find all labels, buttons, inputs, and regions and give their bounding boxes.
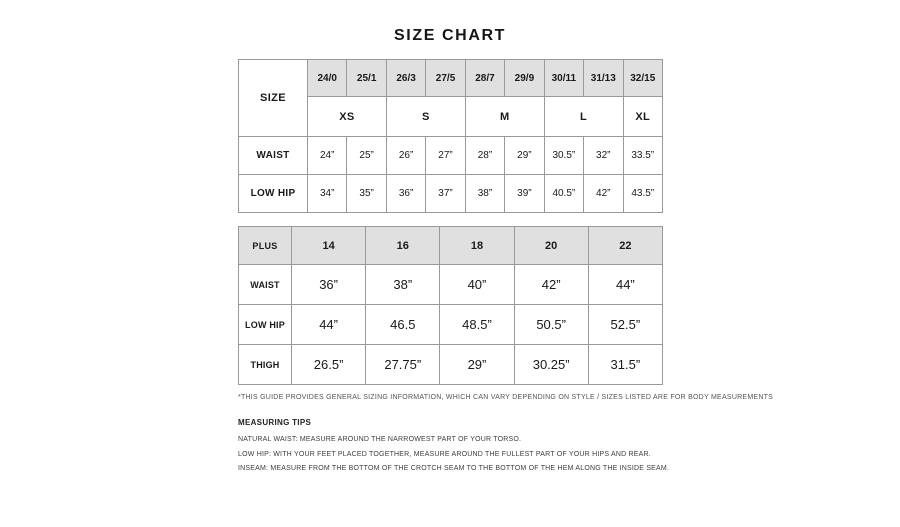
measurement-value: 29”	[440, 345, 514, 385]
plus-corner-label: PLUS	[239, 227, 292, 265]
measurement-value: 30.5”	[544, 137, 583, 175]
measurement-value: 33.5”	[623, 137, 663, 175]
plus-sizes-table	[238, 226, 663, 385]
measurement-value: 44”	[588, 265, 662, 305]
numeric-size-header: 32/15	[623, 60, 663, 97]
measurement-value: 31.5”	[588, 345, 662, 385]
measurement-value: 37”	[426, 175, 465, 213]
standard-table-header	[239, 60, 663, 137]
standard-sizes-table	[238, 59, 663, 213]
numeric-size-header: 28/7	[465, 60, 504, 97]
measurement-value: 30.25”	[514, 345, 588, 385]
measurement-row-label: LOW HIP	[239, 175, 308, 213]
measurement-value: 25”	[347, 137, 386, 175]
numeric-size-header: 30/11	[544, 60, 583, 97]
measurement-row	[239, 137, 663, 175]
measurement-value: 48.5”	[440, 305, 514, 345]
numeric-size-header: 29/9	[505, 60, 544, 97]
measurement-row-label: WAIST	[239, 265, 292, 305]
measurement-value: 34”	[308, 175, 347, 213]
measurement-value: 27.75”	[366, 345, 440, 385]
measuring-tip-line: INSEAM: MEASURE FROM THE BOTTOM OF THE CROTCH SEAM TO THE BOTTOM OF THE HEM ALONG THE INSIDE SEAM.	[238, 465, 670, 472]
numeric-size-header: 26/3	[386, 60, 425, 97]
measurement-row-label: THIGH	[239, 345, 292, 385]
measurement-value: 32”	[584, 137, 623, 175]
letter-size-header: S	[386, 97, 465, 137]
plus-numeric-size-row	[239, 227, 663, 265]
numeric-size-header: 22	[588, 227, 662, 265]
numeric-size-header: 31/13	[584, 60, 623, 97]
measurement-row	[239, 345, 663, 385]
measurement-value: 46.5	[366, 305, 440, 345]
measuring-tip-line: LOW HIP: WITH YOUR FEET PLACED TOGETHER, MEASURE AROUND THE FULLEST PART OF YOUR HIPS AND REAR.	[238, 450, 651, 458]
measurement-row	[239, 265, 663, 305]
numeric-size-header: 24/0	[308, 60, 347, 97]
measurement-value: 40”	[440, 265, 514, 305]
measurement-value: 42”	[584, 175, 623, 213]
measurement-value: 28”	[465, 137, 504, 175]
letter-size-header: XS	[308, 97, 387, 137]
measurement-value: 42”	[514, 265, 588, 305]
plus-table-header	[239, 227, 663, 265]
measurement-value: 36”	[292, 265, 366, 305]
plus-table-body	[239, 265, 663, 385]
numeric-size-header: 14	[292, 227, 366, 265]
measurement-value: 38”	[465, 175, 504, 213]
measurement-row-label: LOW HIP	[239, 305, 292, 345]
measurement-row	[239, 175, 663, 213]
standard-corner-label: SIZE	[239, 60, 308, 137]
measurement-value: 26”	[386, 137, 425, 175]
measurement-value: 36”	[386, 175, 425, 213]
standard-numeric-size-row	[239, 60, 663, 97]
measurement-value: 38”	[366, 265, 440, 305]
measurement-value: 40.5”	[544, 175, 583, 213]
letter-size-header: XL	[623, 97, 663, 137]
measurement-value: 52.5”	[588, 305, 662, 345]
measurement-row-label: WAIST	[239, 137, 308, 175]
measurement-value: 24”	[308, 137, 347, 175]
numeric-size-header: 25/1	[347, 60, 386, 97]
letter-size-header: L	[544, 97, 623, 137]
size-chart-content	[238, 59, 774, 472]
sizing-footnote: *THIS GUIDE PROVIDES GENERAL SIZING INFORMATION, WHICH CAN VARY DEPENDING ON STYLE / SIZES LISTED ARE FOR BODY MEASUREMENTS	[238, 394, 774, 401]
measuring-tip-line: NATURAL WAIST: MEASURE AROUND THE NARROWEST PART OF YOUR TORSO.	[238, 436, 522, 443]
measurement-value: 29”	[505, 137, 544, 175]
numeric-size-header: 16	[366, 227, 440, 265]
letter-size-header: M	[465, 97, 544, 137]
measuring-tips-heading: MEASURING TIPS	[238, 418, 312, 427]
measurement-value: 50.5”	[514, 305, 588, 345]
numeric-size-header: 20	[514, 227, 588, 265]
measurement-value: 39”	[505, 175, 544, 213]
standard-table-body	[239, 137, 663, 213]
measurement-value: 44”	[292, 305, 366, 345]
numeric-size-header: 18	[440, 227, 514, 265]
measurement-value: 26.5”	[292, 345, 366, 385]
measurement-value: 27”	[426, 137, 465, 175]
page-title: SIZE CHART	[394, 27, 506, 44]
measuring-tips-list	[238, 436, 670, 472]
numeric-size-header: 27/5	[426, 60, 465, 97]
measurement-value: 35”	[347, 175, 386, 213]
measurement-value: 43.5”	[623, 175, 663, 213]
measurement-row	[239, 305, 663, 345]
